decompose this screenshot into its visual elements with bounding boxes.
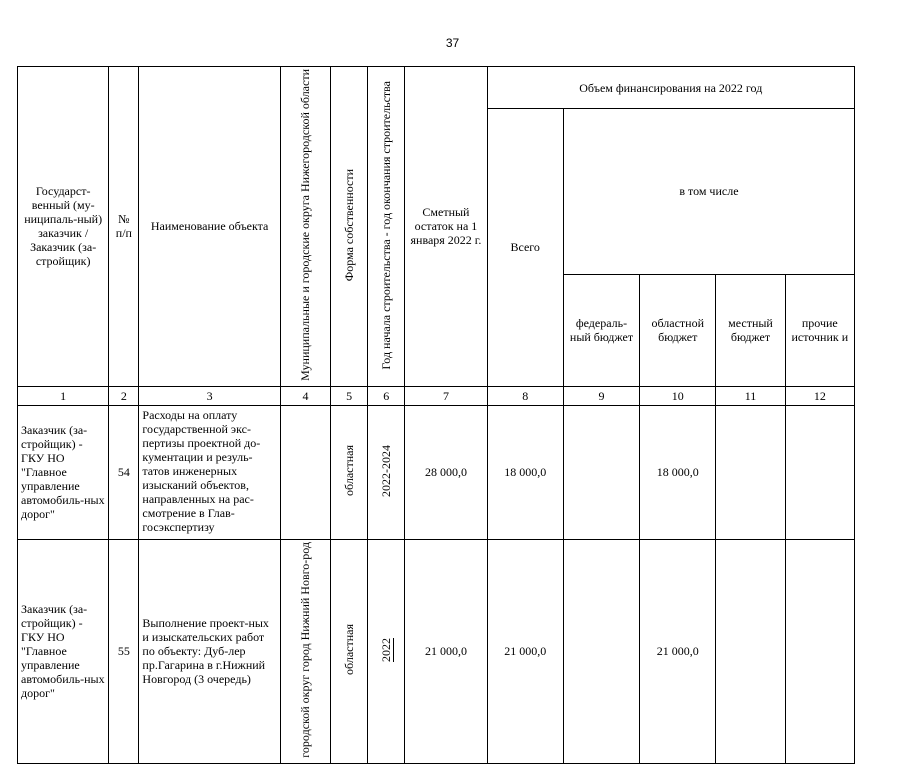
header-regional: областной бюджет xyxy=(640,274,716,386)
row-other xyxy=(785,405,854,539)
row-years: 2022 xyxy=(378,637,393,662)
row-local xyxy=(716,539,785,763)
row-local xyxy=(716,405,785,539)
row-estimated: 28 000,0 xyxy=(405,405,487,539)
row-years: 2022-2024 xyxy=(378,444,393,497)
column-number: 7 xyxy=(405,386,487,405)
row-federal xyxy=(563,539,639,763)
header-federal: федераль-ный бюджет xyxy=(563,274,639,386)
header-years: Год начала строительства - год окончания строительства xyxy=(378,80,393,370)
column-number: 4 xyxy=(280,386,330,405)
column-number: 8 xyxy=(487,386,563,405)
row-estimated: 21 000,0 xyxy=(405,539,487,763)
header-total: Всего xyxy=(487,109,563,387)
row-federal xyxy=(563,405,639,539)
row-total: 18 000,0 xyxy=(487,405,563,539)
column-number: 6 xyxy=(368,386,405,405)
table-row xyxy=(18,405,855,539)
column-number: 5 xyxy=(331,386,368,405)
header-local: местный бюджет xyxy=(716,274,785,386)
column-number: 9 xyxy=(563,386,639,405)
column-number: 1 xyxy=(18,386,109,405)
table-row xyxy=(18,539,855,763)
row-ownership: областная xyxy=(341,624,356,676)
header-num: № п/п xyxy=(109,67,139,387)
row-municipal: городской округ город Нижний Новго-род xyxy=(297,541,312,758)
row-object-name: Расходы на оплату государственной экс-пертизы проектной до-кументации и резуль-татов инженерных изысканий объектов, направленных на рас-смотрение в Глав-госэкспертизу xyxy=(139,405,280,539)
header-other: прочие источник и xyxy=(785,274,854,386)
header-financing: Объем финансирования на 2022 год xyxy=(487,67,854,109)
column-number: 12 xyxy=(785,386,854,405)
row-object-name: Выполнение проект-ных и изыскательских работ по объекту: Дуб-лер пр.Гагарина в г.Нижний Новгород (3 очередь) xyxy=(139,539,280,763)
row-regional: 18 000,0 xyxy=(640,405,716,539)
column-number: 11 xyxy=(716,386,785,405)
column-number-row xyxy=(18,386,855,405)
page-number: 37 xyxy=(445,36,460,50)
header-municipal: Муниципальные и городские округа Нижегородской области xyxy=(297,69,312,381)
row-customer: Заказчик (за-стройщик) - ГКУ НО "Главное управление автомобиль-ных дорог" xyxy=(18,539,109,763)
column-number: 3 xyxy=(139,386,280,405)
row-other xyxy=(785,539,854,763)
financing-table xyxy=(17,66,855,764)
column-number: 10 xyxy=(640,386,716,405)
header-customer: Государст-венный (му-ниципаль-ный) заказчик / Заказчик (за-стройщик) xyxy=(18,67,109,387)
row-total: 21 000,0 xyxy=(487,539,563,763)
header-ownership: Форма собственности xyxy=(341,168,356,282)
row-num: 55 xyxy=(109,539,139,763)
row-ownership: областная xyxy=(341,445,356,497)
header-estimated: Сметный остаток на 1 января 2022 г. xyxy=(405,67,487,387)
header-object-name: Наименование объекта xyxy=(139,67,280,387)
column-number: 2 xyxy=(109,386,139,405)
row-customer: Заказчик (за-стройщик) - ГКУ НО "Главное управление автомобиль-ных дорог" xyxy=(18,405,109,539)
header-including: в том числе xyxy=(563,109,854,275)
row-regional: 21 000,0 xyxy=(640,539,716,763)
row-num: 54 xyxy=(109,405,139,539)
